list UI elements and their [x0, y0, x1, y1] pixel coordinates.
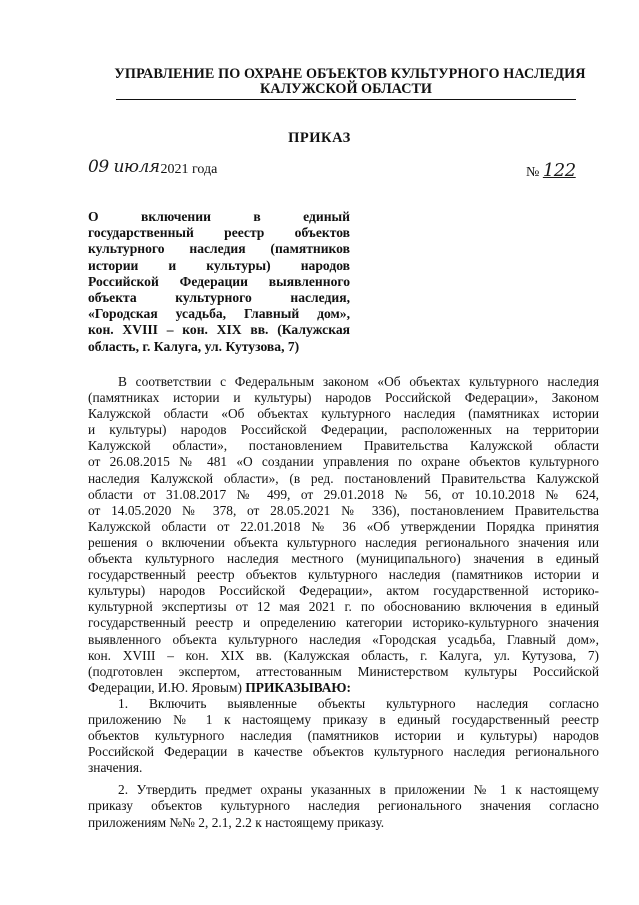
- preamble-line: решения о включении объекта культурного наследия регионального значения или: [88, 534, 599, 550]
- preamble-line: объекта культурного наследия местного (муниципального) значения в единый: [88, 551, 599, 567]
- preamble-line: государственный реестр объектов культурного наследия (памятников истории и: [88, 567, 599, 583]
- preamble-line: В соответствии с Федеральным законом «Об объектах культурного наследия: [118, 374, 599, 389]
- subject-line: «Городская усадьба, Главный дом»,: [88, 306, 350, 322]
- item1-line: 1. Включить выявленные объекты культурного наследия согласно: [118, 695, 599, 711]
- preamble-line: наследия Калужской области», (в ред. постановлений Правительства Калужской: [88, 470, 599, 486]
- agency-name-line1: УПРАВЛЕНИЕ ПО ОХРАНЕ ОБЪЕКТОВ КУЛЬТУРНОГО НАСЛЕДИЯ: [114, 66, 586, 82]
- preamble-final-line: [88, 680, 599, 696]
- preamble-line: Калужской области «Об объектах культурного наследия (памятниках истории: [88, 406, 599, 422]
- order-date: [88, 158, 217, 178]
- subject-line: государственный реестр объектов: [88, 225, 350, 241]
- item1-line: Российской Федерации в качестве объектов культурного наследия регионального: [88, 744, 599, 760]
- item1-line: приложению № 1 к настоящему приказу в единый государственный реестр: [88, 711, 599, 727]
- subject-line: истории и культуры) народов: [88, 257, 350, 273]
- preamble-line: (подготовлен экспертом, аттестованным Министерством культуры Российской: [88, 663, 599, 679]
- order-number: [526, 160, 576, 181]
- preamble-line: государственный реестр и определению категории историко-культурного значения: [88, 615, 599, 631]
- preamble-line: и культуры) народов Российской Федерации, расположенных на территории: [88, 422, 599, 438]
- subject-line: культурного наследия (памятников: [88, 241, 350, 257]
- order-directive: ПРИКАЗЫВАЮ:: [245, 679, 351, 695]
- preamble-line: кон. XVIII – кон. XIX вв. (Калужская область, г. Калуга, ул. Кутузова, 7): [88, 647, 599, 663]
- preamble-line: культуры) народов Российской Федерации», актом государственной историко-: [88, 583, 599, 599]
- handwritten-date: 09 июля: [88, 157, 160, 177]
- order-body: [88, 374, 599, 831]
- item1-line: объектов культурного наследия (памятников истории и культуры) народов: [88, 728, 599, 744]
- preamble-line: области от 31.08.2017 № 499, от 29.01.2018 № 56, от 10.10.2018 № 624,: [88, 486, 599, 502]
- preamble-line: от 14.05.2020 № 378, от 28.05.2021 № 336), постановлением Правительства: [88, 502, 599, 518]
- agency-name-line2: КАЛУЖСКОЙ ОБЛАСТИ: [116, 81, 576, 100]
- printed-year: 2021 года: [160, 162, 218, 177]
- subject-line: О включении в единый: [88, 209, 350, 224]
- preamble-final-text: Федерации, И.Ю. Яровым): [88, 679, 246, 695]
- preamble-line: выявленного объекта культурного наследия «Городская усадьба, Главный дом»,: [88, 631, 599, 647]
- preamble-line: культурной экспертизы от 12 мая 2021 г. по обоснованию включения в единый: [88, 599, 599, 615]
- subject-line: кон. XVIII – кон. XIX вв. (Калужская: [88, 322, 350, 338]
- preamble-line: Калужской области от 22.01.2018 № 36 «Об утверждении Порядка принятия: [88, 518, 599, 534]
- item2-line: приложениям №№ 2, 2.1, 2.2 к настоящему приказу.: [88, 814, 385, 830]
- preamble-line: Калужской области», постановлением Правительства Калужской области: [88, 438, 599, 454]
- number-sign: №: [526, 165, 540, 180]
- item2-line: приказу объектов культурного наследия регионального значения согласно: [88, 798, 599, 814]
- order-title: ПРИКАЗ: [288, 130, 351, 146]
- order-subject: [88, 209, 350, 355]
- preamble-line: от 26.08.2015 № 481 «О создании управления по охране объектов культурного: [88, 454, 599, 470]
- preamble-line: (памятниках истории и культуры) народов Российской Федерации», Законом: [88, 390, 599, 406]
- item1-line: значения.: [88, 760, 143, 776]
- subject-line: объекта культурного наследия,: [88, 290, 350, 306]
- subject-line: область, г. Калуга, ул. Кутузова, 7): [88, 338, 300, 354]
- item2-line: 2. Утвердить предмет охраны указанных в приложении № 1 к настоящему: [118, 782, 599, 798]
- handwritten-number: 122: [542, 160, 576, 181]
- subject-line: Российской Федерации выявленного: [88, 273, 350, 289]
